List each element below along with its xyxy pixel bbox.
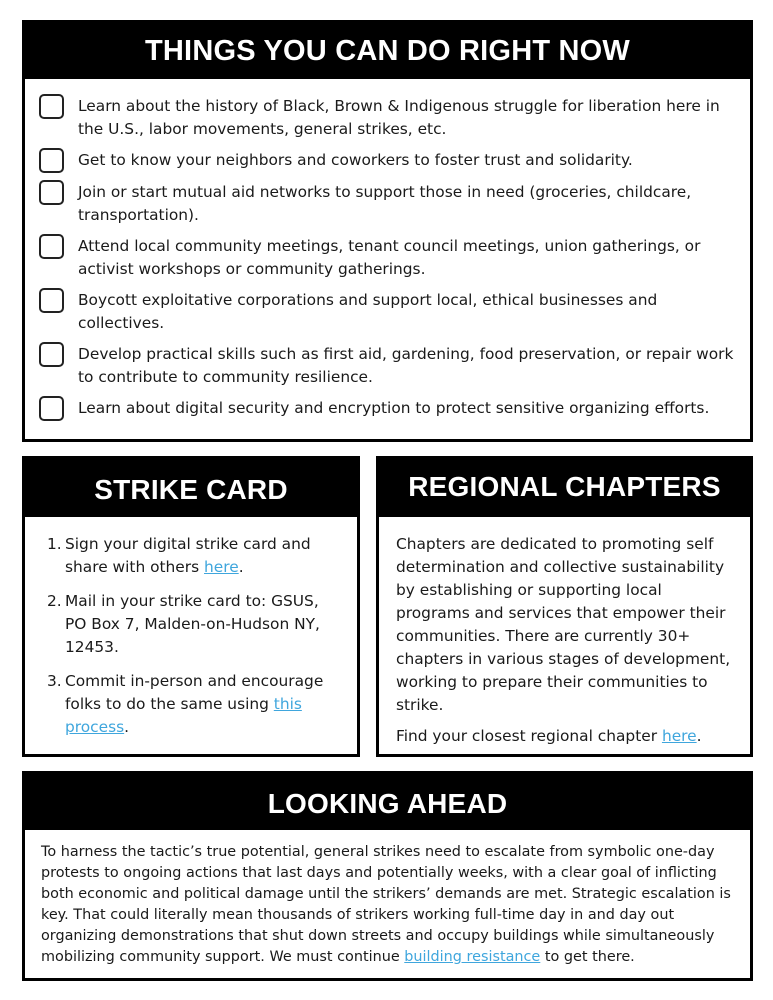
action-checklist — [25, 79, 750, 421]
regional-chapters-panel — [376, 456, 753, 757]
strike-step — [47, 533, 343, 579]
checkbox[interactable] — [39, 288, 64, 313]
step-text: Mail in your strike card to: GSUS, PO Box 7, Malden-on-Hudson NY, 12453. — [65, 592, 320, 656]
strike-card-link[interactable]: here — [204, 558, 239, 576]
looking-ahead-body — [25, 830, 750, 968]
ahead-after: to get there. — [540, 949, 635, 965]
checklist-item-text: Join or start mutual aid networks to support those in need (groceries, childcare, transportation). — [78, 183, 692, 224]
step-number: 1. — [47, 535, 62, 553]
checklist-item-text: Get to know your neighbors and coworkers to foster trust and solidarity. — [78, 151, 633, 169]
checklist-item — [39, 149, 736, 173]
checklist-item-text: Learn about the history of Black, Brown & Indigenous struggle for liberation here in the U.S., labor movements, general strikes, etc. — [78, 97, 720, 138]
checklist-item — [39, 181, 736, 227]
looking-ahead-title: LOOKING AHEAD — [25, 774, 750, 830]
strike-card-steps — [25, 517, 357, 739]
step-punct: . — [238, 558, 244, 576]
checklist-item-text: Attend local community meetings, tenant council meetings, union gatherings, or activist workshops or community gatherings. — [78, 237, 701, 278]
regional-chapter-link[interactable]: here — [661, 727, 697, 745]
step-punct: . — [124, 718, 130, 736]
strike-card-panel — [22, 456, 360, 757]
strike-step — [47, 670, 343, 739]
checklist-item — [39, 289, 736, 335]
process-link[interactable]: this process — [65, 695, 302, 736]
checklist-item-text: Develop practical skills such as first aid, gardening, food preservation, or repair work to contribute to community resilience. — [78, 345, 734, 386]
regional-chapters-body — [379, 517, 750, 748]
checklist-item-text: Learn about digital security and encryption to protect sensitive organizing efforts. — [78, 399, 710, 417]
building-resistance-link[interactable]: building resistance — [404, 949, 541, 965]
checklist-item-text: Boycott exploitative corporations and support local, ethical businesses and collectives. — [78, 291, 658, 332]
checklist-item — [39, 235, 736, 281]
find-text: Find your closest regional chapter — [396, 727, 662, 745]
step-number: 2. — [47, 592, 62, 610]
things-to-do-panel — [22, 20, 753, 442]
things-to-do-title: THINGS YOU CAN DO RIGHT NOW — [25, 23, 750, 79]
looking-ahead-panel — [22, 771, 753, 981]
step-text: Commit in-person and encourage folks to do the same using — [65, 672, 324, 713]
checkbox[interactable] — [39, 234, 64, 259]
step-number: 3. — [47, 672, 62, 690]
looking-ahead-paragraph — [41, 842, 734, 968]
checklist-item — [39, 95, 736, 141]
ahead-text: To harness the tactic’s true potential, general strikes need to escalate from symbolic one-day protests to ongoing actions that last days and potentially weeks, with a clear goal of inflicting both economic and political damage until the strikers’ demands are met. Strategic escalation is key. That could literally mean thousands of strikers working full-time day in and day out organizing demonstrations that shut down streets and occupy buildings while simultaneously mobilizing community support. We must continue — [41, 844, 731, 965]
checkbox[interactable] — [39, 94, 64, 119]
strike-card-title: STRIKE CARD — [25, 459, 357, 517]
regional-find-line — [396, 725, 738, 748]
strike-step — [47, 590, 343, 659]
step-text: Sign your digital strike card and share with others — [65, 535, 311, 576]
regional-description: Chapters are dedicated to promoting self determination and collective sustainability by establishing or supporting local programs and services that empower their communities. There are currently 30+ chapters in various stages of development, working to prepare their communities to strike. — [396, 535, 731, 714]
checkbox[interactable] — [39, 148, 64, 173]
checklist-item — [39, 343, 736, 389]
checkbox[interactable] — [39, 342, 64, 367]
find-punct: . — [696, 727, 702, 745]
regional-chapters-title: REGIONAL CHAPTERS — [379, 459, 750, 517]
checkbox[interactable] — [39, 396, 64, 421]
checkbox[interactable] — [39, 180, 64, 205]
checklist-item — [39, 397, 736, 421]
